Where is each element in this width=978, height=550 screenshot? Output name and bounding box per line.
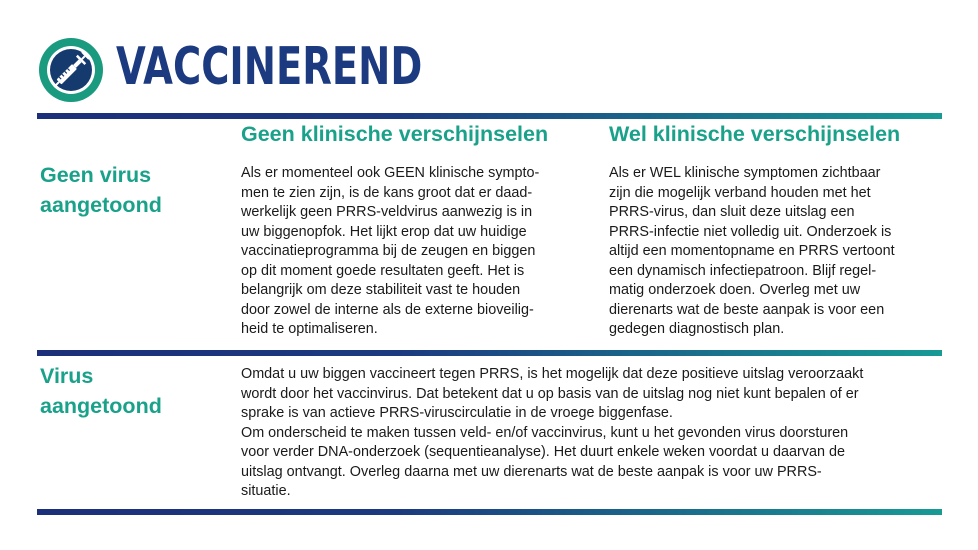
text-line: door zowel de interne als de externe bioveilig- [241, 301, 534, 318]
text-line: voor verder DNA-onderzoek (sequentieanalyse). Het duurt enkele weken voordat u daarvan de [241, 444, 845, 460]
text-line: zijn die mogelijk verband houden met het [609, 184, 871, 201]
text-line: op dit moment goede resultaten geeft. Het is [241, 262, 525, 279]
text-line: Om onderscheid te maken tussen veld- en/of vaccinvirus, kunt u het gevonden virus doorsturen [241, 424, 849, 441]
text-line: situatie. [241, 483, 291, 499]
text-line: altijd een momentopname en PRRS vertoont [609, 243, 895, 259]
text-line: men te zien zijn, is de kans groot dat er daad- [241, 184, 533, 201]
row-header-line: Geen virus [40, 163, 152, 187]
divider-top [37, 113, 942, 119]
column-header-no-symptoms: Geen klinische verschijnselen [241, 122, 549, 146]
text-line: heid te optimaliseren. [241, 321, 378, 337]
syringe-icon [38, 37, 104, 103]
row-header-line: aangetoond [40, 193, 162, 217]
cell-no-virus-symptoms [609, 164, 895, 340]
text-line: uitslag ontvangt. Overleg daarna met uw dierenarts wat de beste aanpak is voor uw PRRS- [241, 463, 822, 480]
text-line: een dynamisch infectiepatroon. Blijf regel- [609, 262, 877, 279]
text-line: dierenarts wat de beste aanpak is voor een [609, 301, 885, 318]
text-line: gedegen diagnostisch plan. [609, 321, 785, 337]
text-line: PRRS-infectie niet volledig uit. Onderzoek is [609, 223, 892, 240]
row-header-no-virus [40, 160, 162, 220]
text-line: belangrijk om deze stabiliteit vast te houden [241, 282, 521, 298]
divider-middle [37, 350, 942, 356]
row-header-virus [40, 361, 162, 421]
logo [38, 37, 104, 103]
cell-no-virus-no-symptoms [241, 164, 539, 340]
page-title: VACCINEREND [116, 37, 423, 97]
text-line: sprake is van actieve PRRS-viruscirculatie in de vroege biggenfase. [241, 405, 673, 421]
row-header-line: aangetoond [40, 394, 162, 418]
text-line: wordt door het vaccinvirus. Dat betekent dat u op basis van de uitslag nog niet kunt bepalen of er [241, 385, 859, 402]
text-line: Als er momenteel ook GEEN klinische sympto- [241, 165, 540, 181]
text-line: werkelijk geen PRRS-veldvirus aanwezig is in [241, 204, 533, 220]
column-header-symptoms: Wel klinische verschijnselen [609, 122, 901, 146]
text-line: PRRS-virus, dan sluit deze uitslag een [609, 204, 855, 220]
row-header-line: Virus [40, 364, 94, 388]
text-line: Omdat u uw biggen vaccineert tegen PRRS, is het mogelijk dat deze positieve uitslag veroorzaakt [241, 366, 864, 382]
cell-virus [241, 365, 863, 502]
divider-bottom [37, 509, 942, 515]
text-line: matig onderzoek doen. Overleg met uw [609, 282, 861, 298]
text-line: uw biggenopfok. Het lijkt erop dat uw huidige [241, 223, 527, 240]
text-line: vaccinatieprogramma bij de zeugen en biggen [241, 243, 536, 259]
text-line: Als er WEL klinische symptomen zichtbaar [609, 165, 881, 181]
